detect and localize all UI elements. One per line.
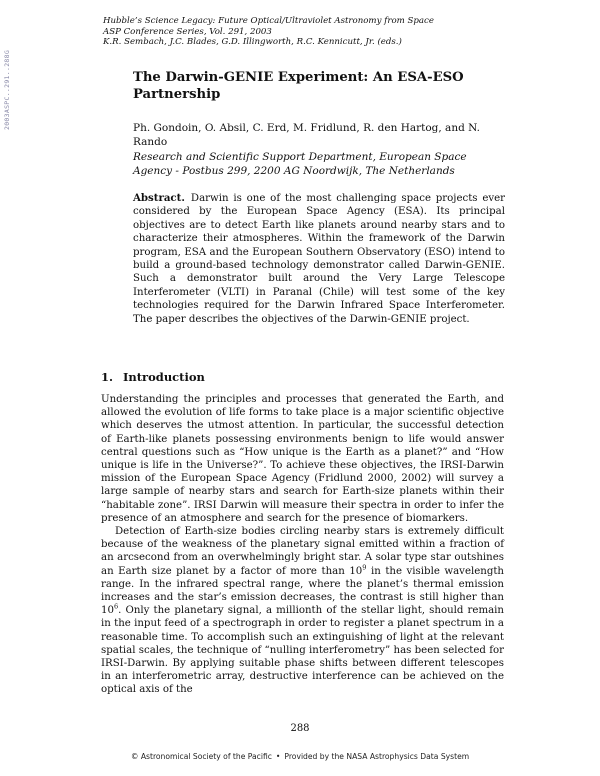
abstract-label: Abstract. <box>133 192 185 204</box>
section-title: Introduction <box>123 370 205 384</box>
exponent-6: 6 <box>113 602 119 611</box>
section-heading <box>101 370 401 384</box>
section-number: 1. <box>101 370 114 384</box>
series-line-2: ASP Conference Series, Vol. 291, 2003 <box>103 26 272 37</box>
paper-title: The Darwin-GENIE Experiment: An ESA-ESO Partnership <box>133 70 464 102</box>
paragraph-2 <box>101 525 504 697</box>
series-line-1: Hubble’s Science Legacy: Future Optical/Ultraviolet Astronomy from Space <box>103 16 434 26</box>
series-header <box>103 16 523 48</box>
paragraph-1: Understanding the principles and processes that generated the Earth, and allowed the evolution of life forms to take place is a major scientific objective which deserves the utmost attention. In particular, the successful detection of Earth-like planets possessing environments benign to life would answer central questions such as “How unique is the Earth as a planet?” and “How unique is life in the Universe?”. To achieve these objectives, the IRSI-Darwin mission of the European Space Agency (Fridlund 2000, 2002) will survey a large sample of nearby stars and search for Earth-size planets within their “habitable zone”. IRSI Darwin will measure their spectra in order to infer the presence of an atmosphere and search for the presence of biomarkers. <box>101 394 504 524</box>
authors: Ph. Gondoin, O. Absil, C. Erd, M. Fridlund, R. den Hartog, and N. Rando <box>133 122 480 148</box>
paragraph-2-part-1: Detection of Earth-size bodies circling nearby stars is extremely difficult because of the weakness of the planetary signal emitted within a fraction of an arcsecond from an overwhelmingly bright star. A solar type star outshines an Earth size planet by a factor of more than 10 <box>101 526 504 577</box>
footer-copyright: © Astronomical Society of the Pacific <box>130 752 272 761</box>
affiliation: Research and Scientific Support Department, European Space Agency - Postbus 299, 2200 AG Noordwijk, The Netherlands <box>133 151 467 177</box>
footer <box>0 752 600 761</box>
paragraph-2-part-3: . Only the planetary signal, a millionth of the stellar light, should remain in the input feed of a spectrograph in order to register a planet spectrum in a reasonable time. To accomplish such an extinguishing of light at the relevant spatial scales, the technique of “nulling interferometry” has been selected for IRSI-Darwin. By applying suitable phase shifts between different telescopes in an interferometric array, destructive interference can be achieved on the optical axis of the <box>101 605 504 696</box>
abstract-text: Darwin is one of the most challenging space projects ever considered by the European Space Agency (ESA). Its principal objectives are to detect Earth like planets around nearby stars and to characterize their atmospheres. Within the framework of the Darwin program, ESA and the European Southern Observatory (ESO) intend to build a ground-based technology demonstrator called Darwin-GENIE. Such a demonstrator built around the Very Large Telescope Interferometer (VLTI) in Paranal (Chile) will test some of the key technologies required for the Darwin Infrared Space Interferometer. The paper describes the objectives of the Darwin-GENIE project. <box>133 193 505 325</box>
page-number: 288 <box>290 723 310 734</box>
series-line-3: K.R. Sembach, J.C. Blades, G.D. Illingworth, R.C. Kennicutt, Jr. (eds.) <box>103 37 402 47</box>
body-text <box>101 393 504 697</box>
bibcode-stamp: 2003ASPC..291..288G <box>3 49 11 130</box>
footer-separator: • <box>275 752 281 761</box>
exponent-9: 9 <box>362 563 367 572</box>
paragraph-2-part-2: in the visible wavelength range. In the infrared spectral range, where the planet’s thermal emission increases and the star’s emission decreases, the contrast is still higher than 10 <box>101 565 504 617</box>
abstract <box>133 192 505 326</box>
footer-provider: Provided by the NASA Astrophysics Data System <box>284 752 470 761</box>
